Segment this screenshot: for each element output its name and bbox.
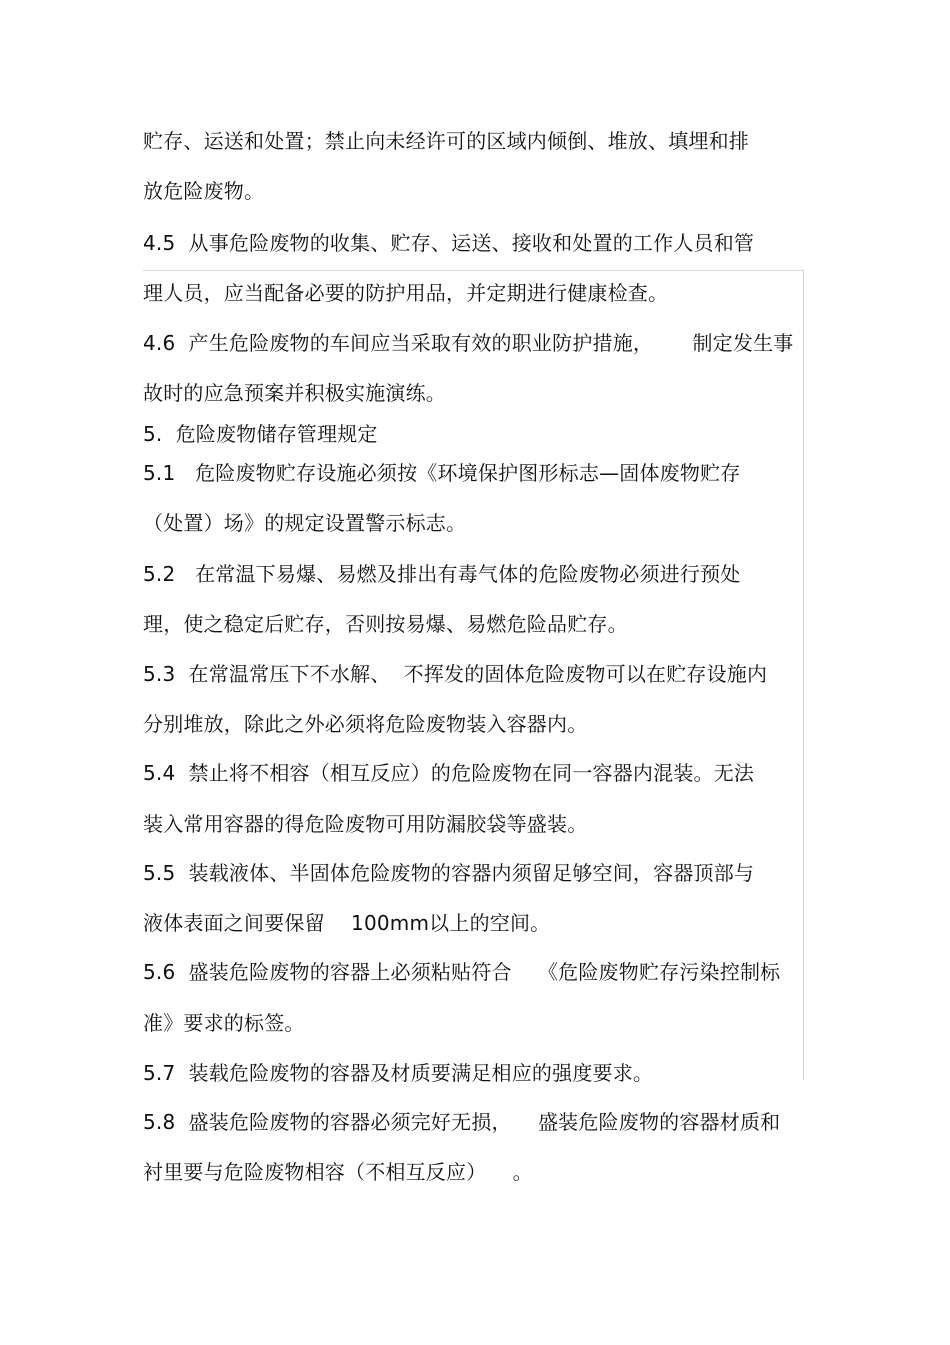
text-line: （处置）场》的规定设置警示标志。 <box>143 511 467 535</box>
text-line: 5.8 盛装危险废物的容器必须完好无损， 盛装危险废物的容器材质和 <box>143 1110 781 1134</box>
text-line: 4.6 产生危险废物的车间应当采取有效的职业防护措施， 制定发生事 <box>143 331 794 355</box>
page-frame-right-border <box>803 270 804 1080</box>
text-line: 装入常用容器的得危险废物可用防漏胶袋等盛装。 <box>143 812 588 836</box>
text-line: 放危险废物。 <box>143 179 265 203</box>
text-line: 4.5 从事危险废物的收集、贮存、运送、接收和处置的工作人员和管 <box>143 231 755 255</box>
section-heading: 5. 危险废物储存管理规定 <box>143 422 378 446</box>
text-line: 液体表面之间要保留 100mm以上的空间。 <box>143 911 551 935</box>
text-line: 5.1 危险废物贮存设施必须按《环境保护图形标志—固体废物贮存 <box>143 461 741 485</box>
page-frame-top-border <box>143 270 804 271</box>
text-line: 衬里要与危险废物相容（不相互反应） 。 <box>143 1160 533 1184</box>
text-line: 5.3 在常温常压下不水解、 不挥发的固体危险废物可以在贮存设施内 <box>143 662 768 686</box>
text-line: 理，使之稳定后贮存，否则按易爆、易燃危险品贮存。 <box>143 612 628 636</box>
text-line: 5.7 装载危险废物的容器及材质要满足相应的强度要求。 <box>143 1061 654 1085</box>
text-line: 5.4 禁止将不相容（相互反应）的危险废物在同一容器内混装。无法 <box>143 761 755 785</box>
text-line: 5.6 盛装危险废物的容器上必须粘贴符合 《危险废物贮存污染控制标 <box>143 960 781 984</box>
text-line: 故时的应急预案并积极实施演练。 <box>143 381 446 405</box>
text-line: 贮存、运送和处置；禁止向未经许可的区域内倾倒、堆放、填埋和排 <box>143 129 749 153</box>
text-line: 理人员，应当配备必要的防护用品，并定期进行健康检查。 <box>143 281 669 305</box>
text-line: 5.2 在常温下易爆、易燃及排出有毒气体的危险废物必须进行预处 <box>143 562 741 586</box>
text-line: 准》要求的标签。 <box>143 1011 305 1035</box>
text-line: 5.5 装载液体、半固体危险废物的容器内须留足够空间，容器顶部与 <box>143 861 755 885</box>
text-line: 分别堆放，除此之外必须将危险废物装入容器内。 <box>143 712 588 736</box>
